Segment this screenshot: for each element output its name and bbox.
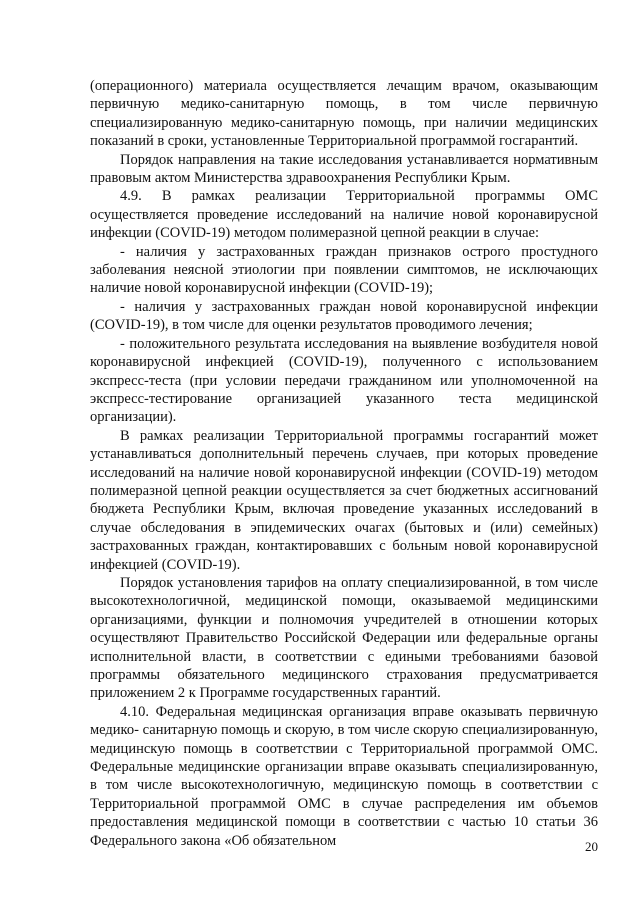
paragraph-additional-cases: В рамках реализации Территориальной программы госгарантий может устанавливаться дополнительный перечень случаев, при которых проведение исследований на наличие новой коронавирусной инфекции (COVID-19) методом полимеразной цепной реакции осуществляется за счет бюджетных ассигнований бюджета Республики Крым, включая проведение указанных исследований в случае обследования в эпидемических очагах (бытовых и (или) семейных) застрахованных граждан, контактировавших с больным новой коронавирусной инфекцией (COVID-19). — [90, 427, 598, 573]
list-item-covid-presence: - наличия у застрахованных граждан новой коронавирусной инфекции (COVID-19), в том числе для оценки результатов проводимого лечения; — [90, 298, 598, 334]
paragraph-continuation: (операционного) материала осуществляется лечащим врачом, оказывающим первичную медико-санитарную помощь, в том числе первичную специализированную медико-санитарную помощь, при наличии медицинских показаний в сроки, установленные Территориальной программой госгарантий. — [90, 78, 598, 150]
page-number: 20 — [585, 839, 598, 854]
paragraph-section-4-9: 4.9. В рамках реализации Территориальной программы ОМС осуществляется проведение исследований на наличие новой коронавирусной инфекции (COVID-19) методом полимеразной цепной реакции в случае: — [90, 188, 598, 242]
list-item-acute-illness: - наличия у застрахованных граждан признаков острого простудного заболевания неясной этиологии при появлении симптомов, не исключающих наличие новой коронавирусной инфекции (COVID-19); — [90, 243, 598, 297]
document-body — [90, 77, 598, 850]
list-item-express-test: - положительного результата исследования на выявление возбудителя новой коронавирусной инфекцией (COVID-19), полученного с использованием экспресс-теста (при условии передачи гражданином или уполномоченной на экспресс-тестирование организацией указанного теста медицинской организации). — [90, 335, 598, 426]
paragraph-section-4-10: 4.10. Федеральная медицинская организация вправе оказывать первичную медико- санитарную помощь и скорую, в том числе скорую специализированную, медицинскую помощь в соответствии с Территориальной программой ОМС. Федеральные медицинские организации вправе оказывать специализированную, в том числе высокотехнологичную, медицинскую помощь в соответствии с Территориальной программой ОМС в случае распределения им объемов предоставления медицинской помощи в соответствии с частью 10 статьи 36 Федерального закона «Об обязательном — [90, 703, 598, 849]
paragraph-tariff-order: Порядок установления тарифов на оплату специализированной, в том числе высокотехнологичной, медицинской помощи, оказываемой медицинскими организациями, функции и полномочия учредителей в отношении которых осуществляют Правительство Российской Федерации или федеральные органы исполнительной власти, в соответствии с едиными требованиями базовой программы обязательного медицинского страхования предусматривается приложением 2 к Программе государственных гарантий. — [90, 574, 598, 702]
paragraph-referral-order: Порядок направления на такие исследования устанавливается нормативным правовым актом Министерства здравоохранения Республики Крым. — [90, 151, 598, 187]
